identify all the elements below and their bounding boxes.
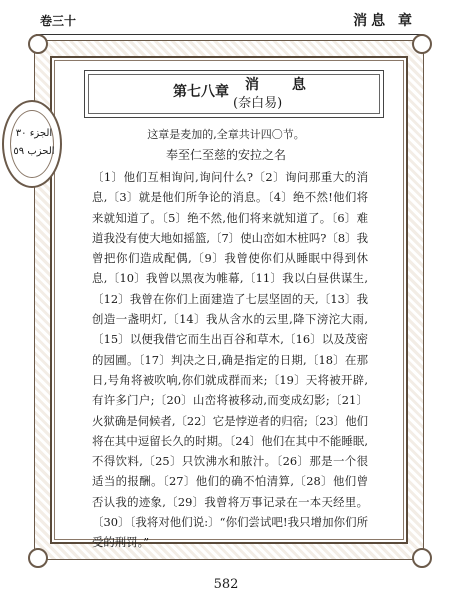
header-rule bbox=[36, 34, 422, 35]
page-number: 582 bbox=[213, 577, 239, 592]
volume-label: 卷三十 bbox=[40, 14, 77, 28]
page-header bbox=[0, 8, 452, 30]
juz-medallion bbox=[2, 100, 62, 188]
corner-ornament-top-left bbox=[28, 34, 48, 54]
chapter-name: 消 息 bbox=[245, 77, 320, 93]
verse-text bbox=[92, 167, 368, 553]
hizb-label: الحزب ٥٩ bbox=[13, 146, 55, 157]
running-title: 消息 章 bbox=[353, 13, 416, 29]
corner-ornament-top-right bbox=[412, 34, 432, 54]
juz-label: الجزء ٣٠ bbox=[15, 128, 53, 139]
basmala: 奉至仁至慈的安拉之名 bbox=[165, 148, 286, 162]
corner-ornament-bottom-left bbox=[28, 548, 48, 568]
chapter-transliteration: (奈白易) bbox=[233, 96, 283, 111]
chapter-number: 第七八章 bbox=[173, 84, 229, 100]
verses-1-30: 〔1〕他们互相询问,询问什么?〔2〕询问那重大的消息,〔3〕就是他们所争论的消息。〔4〕绝不然!他们将来就知道了。〔5〕绝不然,他们将来就知道了。〔6〕难道我没有使大地如摇篮,〔7〕使山峦如木桩吗?〔8〕我曾把你们造成配偶,〔9〕我曾使你们从睡眠中得到休息,〔10〕我曾以黑夜为帷幕,〔11〕我以白昼供谋生,〔12〕我曾在你们上面建造了七层坚固的天,〔13〕我创造一盏明灯,〔14〕我从含水的云里,降下滂沱大雨,〔15〕以便我借它而生出百谷和草木,〔16〕以及茂密的园圃。〔17〕判决之日,确是指定的日期,〔18〕在那日,号角将被吹响,你们就成群而来;〔19〕天将被开辟,有许多门户;〔20〕山峦将被移动,而变成幻影;〔21〕火狱确是伺候者,〔22〕它是悖逆者的归宿;〔23〕他们将在其中逗留长久的时期。〔24〕他们在其中不能睡眠,不得饮料,〔25〕只饮沸水和脓汁。〔26〕那是一个很适当的报酬。〔27〕他们的确不怕清算,〔28〕他们曾否认我的迹象,〔29〕我曾将万事记录在一本天经里。〔30〕〔我将对他们说:〕“你们尝试吧!我只增加你们所受的刑罚。” bbox=[92, 170, 368, 550]
corner-ornament-bottom-right bbox=[412, 548, 432, 568]
chapter-intro: 这章是麦加的,全章共计四〇节。 bbox=[147, 128, 305, 141]
medallion-inner-ring bbox=[10, 110, 54, 178]
chapter-title-box bbox=[84, 70, 384, 118]
